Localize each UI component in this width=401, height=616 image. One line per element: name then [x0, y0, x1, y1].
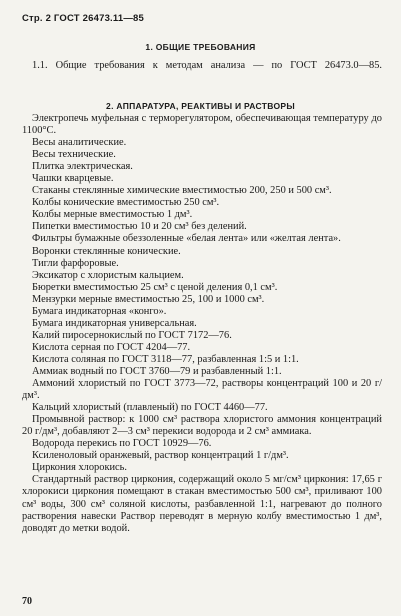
page-header: Стр. 2 ГОСТ 26473.11—85	[22, 13, 145, 24]
list-item: Стандартный раствор циркония, содержащий около 5 мг/см³ циркония: 17,65 г хлорокиси циркония помещают в стакан вместимостью 500 см³, приливают 100 см³ воды, 300 см³ соляной кислоты, разбавленной 1:1, нагревают до полного растворения навески Раствор переводят в мерную колбу вместимостью 1 дм³, доводят до метки водой.	[22, 474, 382, 534]
section-2-body	[22, 113, 382, 535]
list-item: Стаканы стеклянные химические вместимостью 200, 250 и 500 см³.	[32, 185, 332, 197]
page-number: 70	[22, 596, 32, 607]
list-item: Мензурки мерные вместимостью 25, 100 и 1000 см³.	[32, 293, 265, 305]
list-item: Ксиленоловый оранжевый, раствор концентраций 1 г/дм³.	[32, 450, 289, 462]
list-item: Аммиак водный по ГОСТ 3760—79 и разбавленный 1:1.	[32, 365, 282, 377]
list-item: Пипетки вместимостью 10 и 20 см³ без делений.	[32, 221, 247, 233]
list-item: Колбы конические вместимостью 250 см³.	[32, 197, 220, 209]
list-item: Чашки кварцевые.	[32, 173, 114, 185]
list-item: Весы технические.	[32, 149, 116, 161]
section-1-paragraph: 1.1. Общие требования к методам анализа — по ГОСТ 26473.0—85.	[32, 60, 382, 71]
list-item: Воронки стеклянные конические.	[32, 245, 181, 257]
section-1-text	[22, 60, 382, 72]
list-item: Колбы мерные вместимостью 1 дм³.	[32, 209, 193, 221]
list-item: Кальций хлористый (плавленый) по ГОСТ 4460—77.	[32, 402, 268, 414]
list-item: Бумага индикаторная универсальная.	[32, 317, 197, 329]
list-item: Циркония хлорокись.	[32, 462, 127, 474]
list-item: Кислота серная по ГОСТ 4204—77.	[32, 341, 191, 353]
list-item: Электропечь муфельная с терморегулятором, обеспечивающая температуру до 1100°С.	[22, 113, 382, 137]
list-item: Эксикатор с хлористым кальцием.	[32, 269, 184, 281]
list-item: Бюретки вместимостью 25 см³ с ценой деления 0,1 см³.	[32, 281, 278, 293]
list-item: Весы аналитические.	[32, 137, 127, 149]
list-item: Бумага индикаторная «конго».	[32, 305, 167, 317]
list-item: Тигли фарфоровые.	[32, 257, 119, 269]
list-item: Плитка электрическая.	[32, 161, 133, 173]
list-item: Кислота соляная по ГОСТ 3118—77, разбавленная 1:5 и 1:1.	[32, 353, 299, 365]
list-item: Фильтры бумажные обеззоленные «белая лента» или «желтая лента».	[32, 233, 341, 245]
section-2-title: 2. АППАРАТУРА, РЕАКТИВЫ И РАСТВОРЫ	[106, 101, 295, 111]
list-item: Промывной раствор: к 1000 см³ раствора хлористого аммония концентраций 20 г/дм³, добавляют 2—3 см³ перекиси водорода и 2 см³ аммиака.	[22, 414, 382, 438]
section-1-title: 1. ОБЩИЕ ТРЕБОВАНИЯ	[145, 42, 256, 52]
list-item: Водорода перекись по ГОСТ 10929—76.	[32, 438, 212, 450]
list-item: Аммоний хлористый по ГОСТ 3773—72, растворы концентраций 100 и 20 г/дм³.	[22, 378, 382, 402]
list-item: Калий пиросернокислый по ГОСТ 7172—76.	[32, 329, 232, 341]
